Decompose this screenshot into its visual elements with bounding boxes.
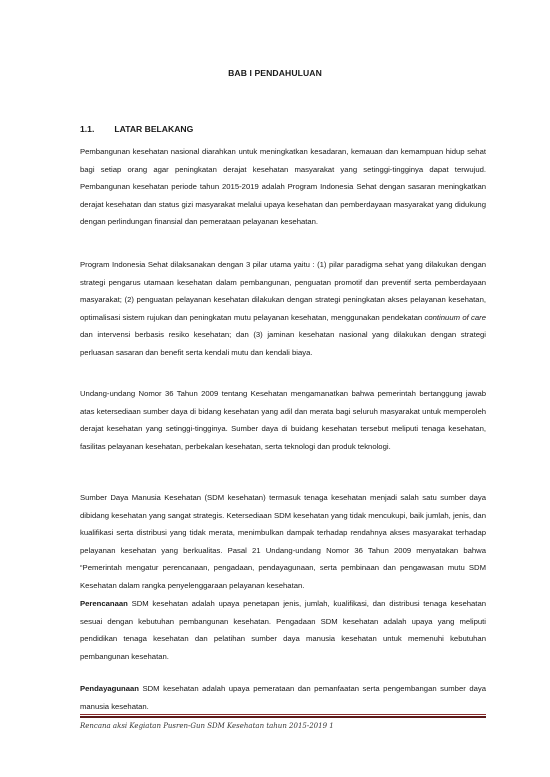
page-footer: Rencana aksi Kegiatan Pusren-Gun SDM Kesehatan tahun 2015-2019 1 bbox=[80, 722, 334, 730]
paragraph-2 bbox=[80, 256, 486, 361]
paragraph-4: Sumber Daya Manusia Kesehatan (SDM kesehatan) termasuk tenaga kesehatan menjadi salah satu sumber daya dibidang kesehatan yang sangat strategis. Ketersediaan SDM kesehatan yang tidak mencukupi, baik jumlah, jenis, dan kualifikasi serta distribusi yang tidak merata, menimbulkan dampak terhadap rendahnya akses masyarakat terhadap pelayanan kesehatan yang berkualitas. Pasal 21 Undang-undang Nomor 36 Tahun 2009 menyatakan bahwa “Pemerintah mengatur perencanaan, pengadaan, pendayagunaan, serta pembinaan dan pengawasan mutu SDM Kesehatan dalam rangka penyelenggaraan pelayanan kesehatan. bbox=[80, 493, 486, 590]
section-number: 1.1. bbox=[80, 124, 95, 134]
paragraph-6-term: Pendayagunaan bbox=[80, 684, 139, 693]
paragraph-5-text: SDM kesehatan adalah upaya penetapan jenis, jumlah, kualifikasi, dan distribusi tenaga kesehatan sesuai dengan kebutuhan pembangunan kesehatan. Pengadaan SDM kesehatan adalah upaya yang meliputi pendidikan tenaga kesehatan dan pelatihan sumber daya manusia kesehatan untuk memenuhi kebutuhan pembangunan kesehatan. bbox=[80, 599, 486, 661]
chapter-title: BAB I PENDAHULUAN bbox=[228, 68, 322, 78]
paragraph-5-term: Perencanaan bbox=[80, 599, 128, 608]
paragraph-1: Pembangunan kesehatan nasional diarahkan untuk meningkatkan kesadaran, kemauan dan kemampuan hidup sehat bagi setiap orang agar peningkatan derajat kesehatan masyarakat yang setinggi-tingginya dapat terwujud. Pembangunan kesehatan periode tahun 2015-2019 adalah Program Indonesia Sehat dengan sasaran meningkatkan derajat kesehatan dan status gizi masyarakat melalui upaya kesehatan dan pemberdayaan masyarakat yang didukung dengan perlindungan finansial dan pemerataan pelayanan kesehatan. bbox=[80, 147, 486, 226]
footer-rule-thin bbox=[80, 714, 486, 715]
paragraph-3: Undang-undang Nomor 36 Tahun 2009 tentang Kesehatan mengamanatkan bahwa pemerintah bertanggung jawab atas ketersediaan sumber daya di bidang kesehatan yang adil dan merata bagi seluruh masyarakat untuk memperoleh derajat kesehatan yang setinggi-tingginya. Sumber daya di buidang kesehatan tersebut meliputi tenaga kesehatan, fasilitas pelayanan kesehatan, perbekalan kesehatan, serta teknologi dan produk teknologi. bbox=[80, 389, 486, 451]
section-heading bbox=[80, 124, 193, 134]
paragraph-2-italic: continuum of care bbox=[424, 312, 486, 322]
paragraph-6-text: SDM kesehatan adalah upaya pemerataan dan pemanfaatan serta pengembangan sumber daya manusia kesehatan. bbox=[80, 684, 486, 711]
paragraph-2-text-b: dan intervensi berbasis resiko kesehatan; dan (3) jaminan kesehatan nasional yang dilakukan dengan strategi perluasan sasaran dan benefit serta kendali mutu dan kendali biaya. bbox=[80, 330, 486, 357]
paragraph-6 bbox=[80, 680, 486, 715]
section-title: LATAR BELAKANG bbox=[114, 124, 194, 134]
footer-rule-thick bbox=[80, 716, 486, 718]
paragraph-5 bbox=[80, 595, 486, 665]
paragraph-2-text-a: Program Indonesia Sehat dilaksanakan dengan 3 pilar utama yaitu : (1) pilar paradigma sehat yang dilakukan dengan strategi pengarus utamaan kesehatan dalam pembangunan, penguatan promotif dan preventif serta pemberdayaan masyarakat; (2) penguatan pelayanan kesehatan dilakukan dengan strategi peningkatan akses pelayanan kesehatan, optimalisasi sistem rujukan dan peningkatan mutu pelayanan kesehatan, menggunakan pendekatan bbox=[80, 260, 486, 322]
